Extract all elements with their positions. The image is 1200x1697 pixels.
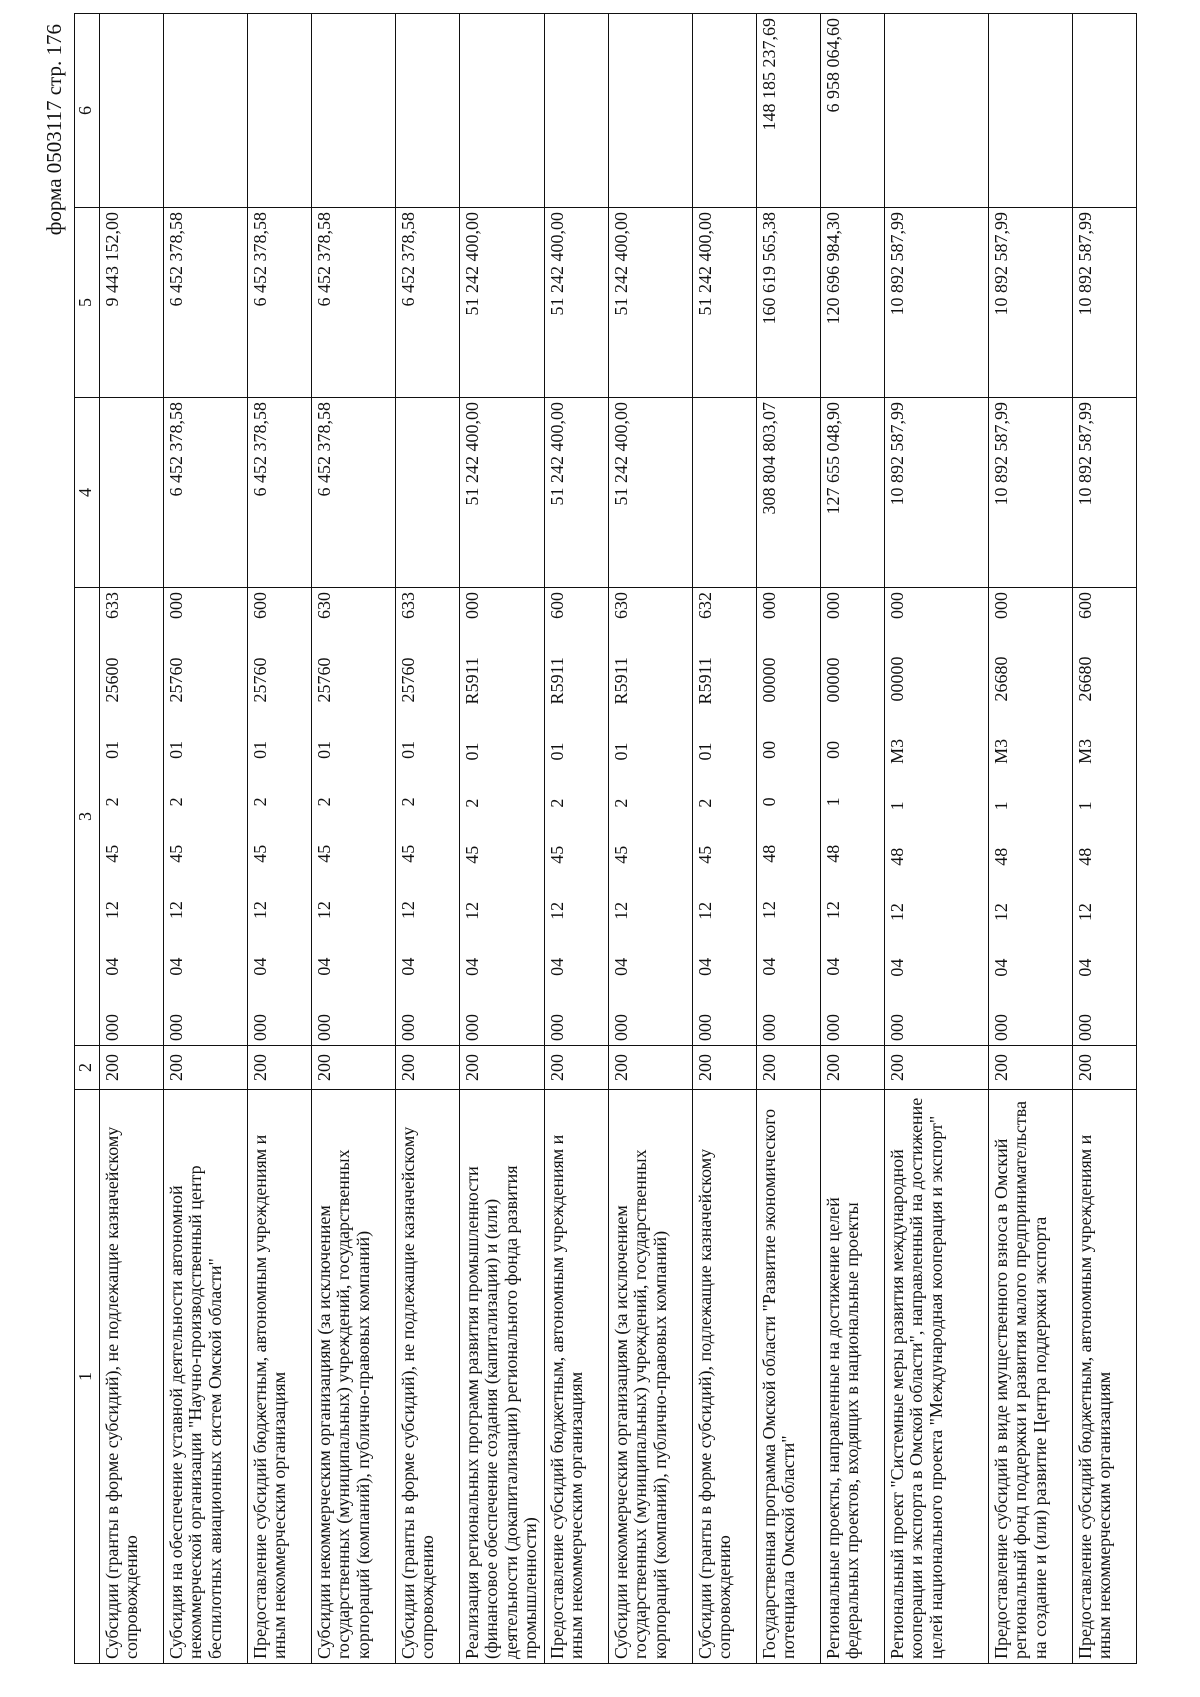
kbk-part: 000	[822, 592, 843, 620]
row-approved-amount: 10 892 587,99	[884, 398, 988, 588]
kbk-part: 000	[166, 592, 186, 620]
row-unexecuted-amount	[988, 14, 1072, 208]
kbk-part: 630	[314, 592, 334, 620]
column-header: 1	[75, 1090, 100, 1664]
kbk-part: 01	[462, 742, 482, 761]
kbk-part: 04	[546, 957, 567, 976]
kbk-part: 2	[250, 797, 270, 807]
kbk-part: R5911	[610, 657, 631, 705]
row-line-code: 200	[544, 1046, 608, 1090]
kbk-part: 01	[314, 740, 334, 759]
kbk-part: 00000	[822, 657, 843, 703]
row-classification-code	[396, 588, 460, 1046]
table-row	[544, 14, 608, 1664]
row-approved-amount	[100, 398, 164, 588]
row-name: Субсидии (гранты в форме субсидий), подлежащие казначейскому сопровождению	[692, 1090, 756, 1664]
kbk-part: 12	[250, 901, 270, 920]
column-number-row	[75, 14, 100, 1664]
row-unexecuted-amount	[884, 14, 988, 208]
kbk-part: 632	[694, 592, 715, 619]
kbk-part: 000	[990, 592, 1011, 620]
row-unexecuted-amount	[692, 14, 756, 208]
row-line-code: 200	[884, 1046, 988, 1090]
kbk-part: 000	[610, 1014, 631, 1041]
kbk-part: 2	[694, 798, 715, 808]
kbk-part: M3	[1074, 738, 1095, 764]
row-line-code: 200	[396, 1046, 460, 1090]
column-header: 6	[75, 14, 100, 208]
kbk-part: 04	[822, 957, 843, 976]
kbk-part: 1	[822, 797, 843, 807]
kbk-part: 000	[398, 1014, 418, 1041]
kbk-part: 04	[250, 957, 270, 976]
table-row	[756, 14, 820, 1664]
budget-execution-table	[74, 13, 1137, 1664]
row-executed-amount: 6 452 378,58	[312, 208, 396, 398]
kbk-part: 45	[166, 844, 186, 863]
row-classification-code	[756, 588, 820, 1046]
table-row	[608, 14, 692, 1664]
row-classification-code	[460, 588, 545, 1046]
kbk-part: 45	[462, 845, 482, 864]
table-row	[1072, 14, 1136, 1664]
row-executed-amount: 10 892 587,99	[884, 208, 988, 398]
kbk-part: 2	[610, 798, 631, 808]
kbk-part: 000	[546, 1014, 567, 1041]
kbk-part: 45	[250, 844, 270, 863]
row-executed-amount: 160 619 565,38	[756, 208, 820, 398]
kbk-part: 1	[990, 801, 1011, 811]
kbk-part: 2	[462, 798, 482, 808]
kbk-part: 01	[102, 740, 122, 759]
kbk-part: 000	[758, 592, 779, 620]
form-label: форма 0503117 стр. 176	[42, 24, 66, 236]
row-name: Государственная программа Омской области "Развитие экономического потенциала Омской области"	[756, 1090, 820, 1664]
kbk-part: 000	[694, 1014, 715, 1041]
row-classification-code	[988, 588, 1072, 1046]
kbk-part: 45	[694, 845, 715, 864]
kbk-part: 04	[990, 958, 1011, 977]
kbk-part: 12	[462, 901, 482, 920]
table-row	[100, 14, 164, 1664]
kbk-part: 48	[822, 844, 843, 863]
row-executed-amount: 9 443 152,00	[100, 208, 164, 398]
kbk-part: 12	[886, 903, 907, 922]
kbk-part: 01	[610, 742, 631, 761]
kbk-part: 000	[886, 1014, 907, 1041]
kbk-part: 0	[758, 797, 779, 807]
table-row	[248, 14, 312, 1664]
kbk-part: M3	[990, 738, 1011, 764]
kbk-part: 12	[102, 901, 122, 920]
kbk-part: 04	[610, 957, 631, 976]
row-executed-amount: 51 242 400,00	[544, 208, 608, 398]
kbk-part: 000	[314, 1014, 334, 1041]
kbk-part: 000	[102, 1014, 122, 1041]
kbk-part: 48	[886, 847, 907, 866]
row-unexecuted-amount	[100, 14, 164, 208]
row-unexecuted-amount	[164, 14, 248, 208]
kbk-part: 00	[822, 740, 843, 759]
kbk-part: 48	[1074, 847, 1095, 866]
row-approved-amount: 51 242 400,00	[460, 398, 545, 588]
table-row	[460, 14, 545, 1664]
row-name: Предоставление субсидий в виде имущественного взноса в Омский региональный фонд поддержки и развития малого предпринимательства на создание и (или) развитие Центра поддержки экспорта	[988, 1090, 1072, 1664]
kbk-part: 25760	[250, 657, 270, 703]
kbk-part: 000	[462, 592, 482, 619]
row-approved-amount: 6 452 378,58	[312, 398, 396, 588]
kbk-part: 00000	[758, 657, 779, 703]
row-name: Субсидии некоммерческим организациям (за исключением государственных (муниципальных) учреждений, государственных корпораций (компаний), публично-правовых компаний)	[608, 1090, 692, 1664]
kbk-part: 000	[166, 1014, 186, 1041]
row-approved-amount: 10 892 587,99	[988, 398, 1072, 588]
kbk-part: 04	[314, 957, 334, 976]
kbk-part: R5911	[546, 657, 567, 705]
kbk-part: 2	[546, 798, 567, 808]
kbk-part: 630	[610, 592, 631, 619]
column-header: 5	[75, 208, 100, 398]
row-executed-amount: 51 242 400,00	[460, 208, 545, 398]
row-unexecuted-amount	[248, 14, 312, 208]
table-row	[312, 14, 396, 1664]
row-approved-amount: 10 892 587,99	[1072, 398, 1136, 588]
kbk-part: 04	[694, 957, 715, 976]
row-line-code: 200	[692, 1046, 756, 1090]
row-approved-amount: 51 242 400,00	[544, 398, 608, 588]
kbk-part: 25600	[102, 657, 122, 703]
kbk-part: 04	[166, 957, 186, 976]
row-name: Предоставление субсидий бюджетным, автономным учреждениям и иным некоммерческим организациям	[1072, 1090, 1136, 1664]
row-classification-code	[164, 588, 248, 1046]
row-unexecuted-amount: 6 958 064,60	[820, 14, 884, 208]
kbk-part: 2	[166, 797, 186, 807]
column-header: 4	[75, 398, 100, 588]
row-executed-amount: 6 452 378,58	[396, 208, 460, 398]
row-classification-code	[1072, 588, 1136, 1046]
kbk-part: 12	[694, 901, 715, 920]
kbk-part: 1	[886, 801, 907, 811]
kbk-part: R5911	[694, 657, 715, 705]
table-row	[692, 14, 756, 1664]
kbk-part: 000	[886, 592, 907, 620]
table-row	[988, 14, 1072, 1664]
row-unexecuted-amount	[396, 14, 460, 208]
row-approved-amount: 127 655 048,90	[820, 398, 884, 588]
row-unexecuted-amount	[544, 14, 608, 208]
kbk-part: 2	[102, 797, 122, 807]
table-body	[100, 14, 1137, 1664]
kbk-part: 000	[822, 1014, 843, 1041]
row-name: Субсидия на обеспечение уставной деятельности автономной некоммерческой организации "Научно-производственный центр беспилотных авиационных систем Омской области"	[164, 1090, 248, 1664]
kbk-part: 25760	[314, 657, 334, 703]
kbk-part: 45	[102, 844, 122, 863]
row-name: Региональные проекты, направленные на достижение целей федеральных проектов, входящих в национальные проекты	[820, 1090, 884, 1664]
row-classification-code	[820, 588, 884, 1046]
row-name: Предоставление субсидий бюджетным, автономным учреждениям и иным некоммерческим организациям	[544, 1090, 608, 1664]
kbk-part: 12	[166, 901, 186, 920]
row-name: Субсидии некоммерческим организациям (за исключением государственных (муниципальных) учреждений, государственных корпораций (компаний), публично-правовых компаний)	[312, 1090, 396, 1664]
kbk-part: 600	[546, 592, 567, 619]
row-line-code: 200	[100, 1046, 164, 1090]
row-approved-amount	[396, 398, 460, 588]
row-classification-code	[608, 588, 692, 1046]
row-executed-amount: 51 242 400,00	[608, 208, 692, 398]
kbk-part: 12	[758, 901, 779, 920]
kbk-part: 04	[1074, 958, 1095, 977]
kbk-part: 12	[610, 901, 631, 920]
row-executed-amount: 10 892 587,99	[1072, 208, 1136, 398]
row-classification-code	[248, 588, 312, 1046]
row-approved-amount: 51 242 400,00	[608, 398, 692, 588]
kbk-part: 45	[546, 845, 567, 864]
row-classification-code	[312, 588, 396, 1046]
kbk-part: 04	[102, 957, 122, 976]
row-line-code: 200	[248, 1046, 312, 1090]
kbk-part: 000	[462, 1014, 482, 1041]
row-executed-amount: 6 452 378,58	[164, 208, 248, 398]
kbk-part: 04	[886, 958, 907, 977]
kbk-part: 633	[102, 592, 122, 620]
kbk-part: 1	[1074, 801, 1095, 811]
kbk-part: 00000	[886, 656, 907, 702]
kbk-part: 25760	[166, 657, 186, 703]
table-row	[884, 14, 988, 1664]
row-unexecuted-amount	[1072, 14, 1136, 208]
kbk-part: 000	[1074, 1014, 1095, 1041]
row-classification-code	[100, 588, 164, 1046]
kbk-part: 04	[462, 957, 482, 976]
kbk-part: 48	[990, 847, 1011, 866]
kbk-part: 000	[990, 1014, 1011, 1041]
row-line-code: 200	[1072, 1046, 1136, 1090]
row-name: Субсидии (гранты в форме субсидий), не подлежащие казначейскому сопровождению	[396, 1090, 460, 1664]
table-row	[164, 14, 248, 1664]
row-approved-amount: 6 452 378,58	[164, 398, 248, 588]
kbk-part: 12	[990, 903, 1011, 922]
row-unexecuted-amount: 148 185 237,69	[756, 14, 820, 208]
table-row	[396, 14, 460, 1664]
kbk-part: 2	[314, 797, 334, 807]
kbk-part: 12	[314, 901, 334, 920]
kbk-part: 2	[398, 797, 418, 807]
row-executed-amount: 6 452 378,58	[248, 208, 312, 398]
column-header: 2	[75, 1046, 100, 1090]
kbk-part: 01	[250, 740, 270, 759]
kbk-part: 12	[398, 901, 418, 920]
row-approved-amount: 308 804 803,07	[756, 398, 820, 588]
row-line-code: 200	[820, 1046, 884, 1090]
kbk-part: 45	[314, 844, 334, 863]
row-executed-amount: 120 696 984,30	[820, 208, 884, 398]
kbk-part: 00	[758, 740, 779, 759]
row-classification-code	[692, 588, 756, 1046]
kbk-part: 600	[1074, 592, 1095, 620]
row-line-code: 200	[164, 1046, 248, 1090]
rotated-page	[40, 0, 1180, 1680]
row-unexecuted-amount	[460, 14, 545, 208]
row-line-code: 200	[608, 1046, 692, 1090]
kbk-part: 48	[758, 844, 779, 863]
kbk-part: R5911	[462, 657, 482, 705]
row-executed-amount: 10 892 587,99	[988, 208, 1072, 398]
row-approved-amount	[692, 398, 756, 588]
row-unexecuted-amount	[608, 14, 692, 208]
row-line-code: 200	[312, 1046, 396, 1090]
row-line-code: 200	[988, 1046, 1072, 1090]
kbk-part: 01	[398, 740, 418, 759]
row-name: Региональный проект "Системные меры развития международной кооперации и экспорта в Омской области", направленный на достижение целей национального проекта "Международная кооперация и экспорт"	[884, 1090, 988, 1664]
row-approved-amount: 6 452 378,58	[248, 398, 312, 588]
kbk-part: 45	[398, 844, 418, 863]
row-line-code: 200	[460, 1046, 545, 1090]
row-name: Предоставление субсидий бюджетным, автономным учреждениям и иным некоммерческим организациям	[248, 1090, 312, 1664]
kbk-part: 04	[398, 957, 418, 976]
kbk-part: 26680	[1074, 656, 1095, 702]
row-name: Субсидии (гранты в форме субсидий), не подлежащие казначейскому сопровождению	[100, 1090, 164, 1664]
row-classification-code	[544, 588, 608, 1046]
kbk-part: 12	[546, 901, 567, 920]
kbk-part: 000	[758, 1014, 779, 1041]
column-header: 3	[75, 588, 100, 1046]
kbk-part: 01	[546, 742, 567, 761]
kbk-part: M3	[886, 738, 907, 764]
kbk-part: 26680	[990, 656, 1011, 702]
kbk-part: 600	[250, 592, 270, 620]
kbk-part: 000	[250, 1014, 270, 1041]
row-unexecuted-amount	[312, 14, 396, 208]
row-executed-amount: 51 242 400,00	[692, 208, 756, 398]
kbk-part: 633	[398, 592, 418, 620]
row-name: Реализация региональных программ развития промышленности (финансовое обеспечение создания (капитализации) и (или) деятельности (докапитализации) регионального фонда развития промышленности)	[460, 1090, 545, 1664]
row-line-code: 200	[756, 1046, 820, 1090]
row-classification-code	[884, 588, 988, 1046]
kbk-part: 12	[822, 901, 843, 920]
kbk-part: 04	[758, 957, 779, 976]
kbk-part: 45	[610, 845, 631, 864]
table-row	[820, 14, 884, 1664]
kbk-part: 12	[1074, 903, 1095, 922]
kbk-part: 01	[166, 740, 186, 759]
kbk-part: 25760	[398, 657, 418, 703]
kbk-part: 01	[694, 742, 715, 761]
